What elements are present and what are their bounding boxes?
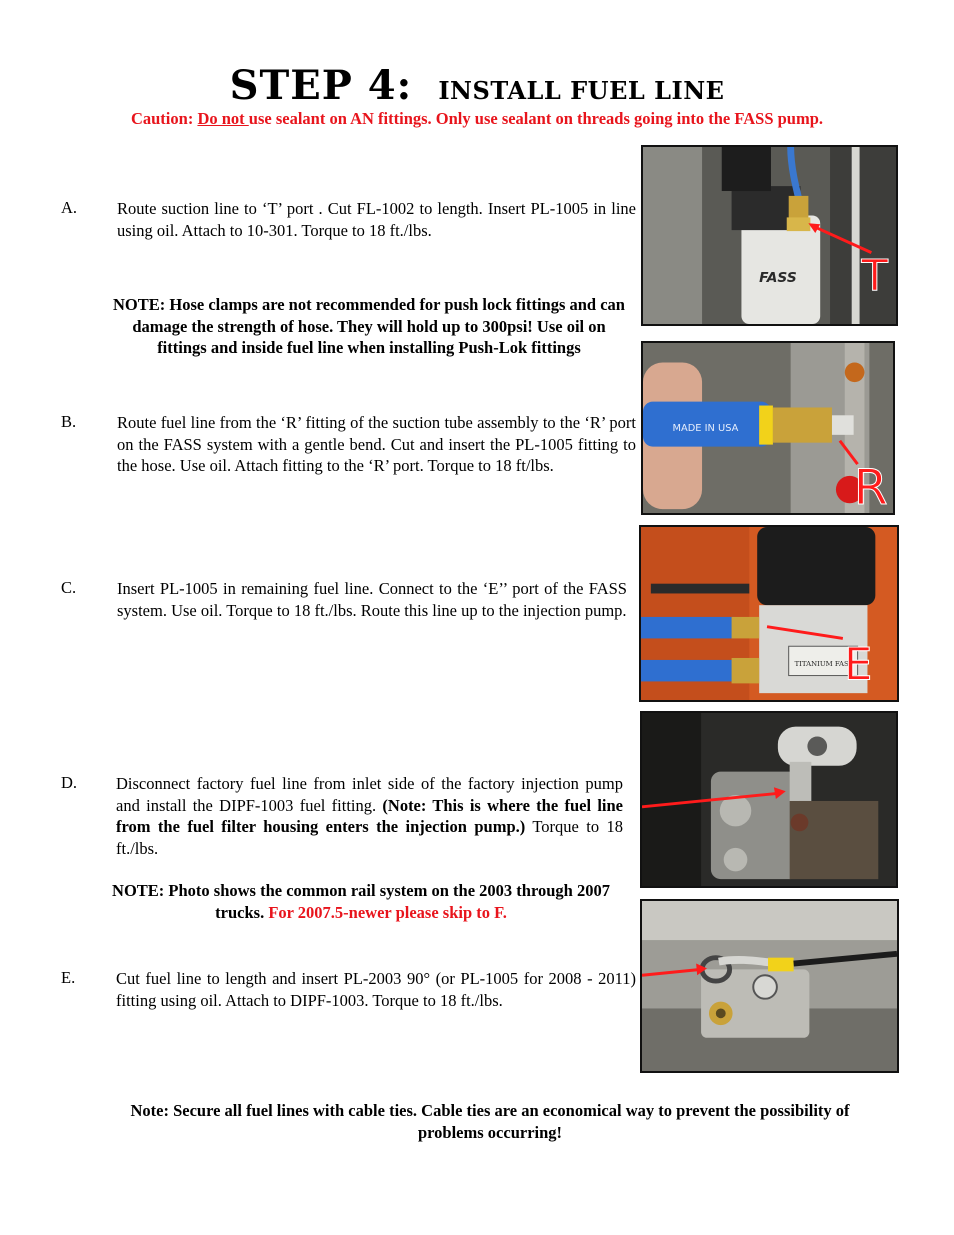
step-e-letter: E. — [61, 968, 76, 987]
final-note: Note: Secure all fuel lines with cable ties. Cable ties are an economical way to prevent the possibility of problems occurring! — [130, 1101, 850, 1142]
hose-print-text: MADE IN USA — [672, 422, 739, 434]
photo-e-port — [639, 525, 899, 702]
step-d-text — [116, 773, 623, 859]
common-rail-note — [96, 880, 626, 923]
step-e-text: Cut fuel line to length and insert PL-2003 90° (or PL-1005 for 2008 - 2011) fitting using oil. Attach to DIPF-1003. Torque to 18 ft./lbs. — [116, 969, 636, 1010]
photo-fitting-attached — [640, 899, 899, 1073]
photo-injection-pump — [640, 711, 898, 888]
step-d-text-bold: (Note: This is where the fuel line from the fuel filter housing enters the injection pump.) — [116, 795, 623, 836]
step-subtitle: INSTALL FUEL LINE — [438, 76, 725, 105]
step-c-text: Insert PL-1005 in remaining fuel line. Connect to the ‘E’’ port of the FASS system. Use oil. Torque to 18 ft./lbs. Route this line up to the injection pump. — [117, 579, 627, 620]
t-label: T — [861, 250, 889, 301]
page-title — [0, 62, 954, 109]
r-label: R — [853, 458, 888, 513]
common-rail-note-black: NOTE: Photo shows the common rail system on the 2003 through 2007 trucks. — [112, 881, 610, 922]
photo-r-port — [641, 341, 895, 515]
caution-prefix: Caution: — [130, 109, 198, 128]
plate-text: TITANIUM FASS — [794, 659, 854, 668]
step-c-letter: C. — [61, 578, 77, 597]
caution-line — [0, 109, 954, 129]
photo-t-port — [641, 145, 898, 326]
step-d-text-end: Torque to 18 ft./lbs. — [116, 817, 623, 858]
caution-rest: use sealant on AN fittings. Only use sealant on threads going into the FASS pump. — [248, 109, 824, 128]
step-a-letter: A. — [61, 198, 78, 217]
step-d-letter: D. — [61, 773, 78, 792]
fass-logo-text: FASS — [759, 269, 797, 286]
step-b-text: Route fuel line from the ‘R’ fitting of the suction tube assembly to the ‘R’ port on the FASS system with a gentle bend. Cut and insert the PL-1005 fitting to the hose. Use oil. Attach fitting to the ‘R’ port. Torque to 18 ft/lbs. — [117, 413, 636, 475]
step-heading: STEP 4: — [229, 62, 413, 109]
common-rail-note-red: For 2007.5-newer please skip to F. — [268, 902, 507, 922]
step-d-text-start: Disconnect factory fuel line from inlet side of the factory injection pump and install the DIPF-1003 fuel fitting. — [116, 774, 623, 815]
step-a-text: Route suction line to ‘T’ port . Cut FL-1002 to length. Insert PL-1005 in line using oil. Attach to 10-301. Torque to 18 ft./lbs. — [117, 199, 636, 240]
caution-underlined: Do not — [197, 109, 249, 128]
e-label: E — [843, 637, 873, 691]
step-b-letter: B. — [61, 412, 77, 431]
hose-clamp-note: NOTE: Hose clamps are not recommended for push lock fittings and can damage the strength of hose. They will hold up to 300psi! Use oil on fittings and inside fuel line when installing Push-Lok fittings — [113, 295, 625, 357]
